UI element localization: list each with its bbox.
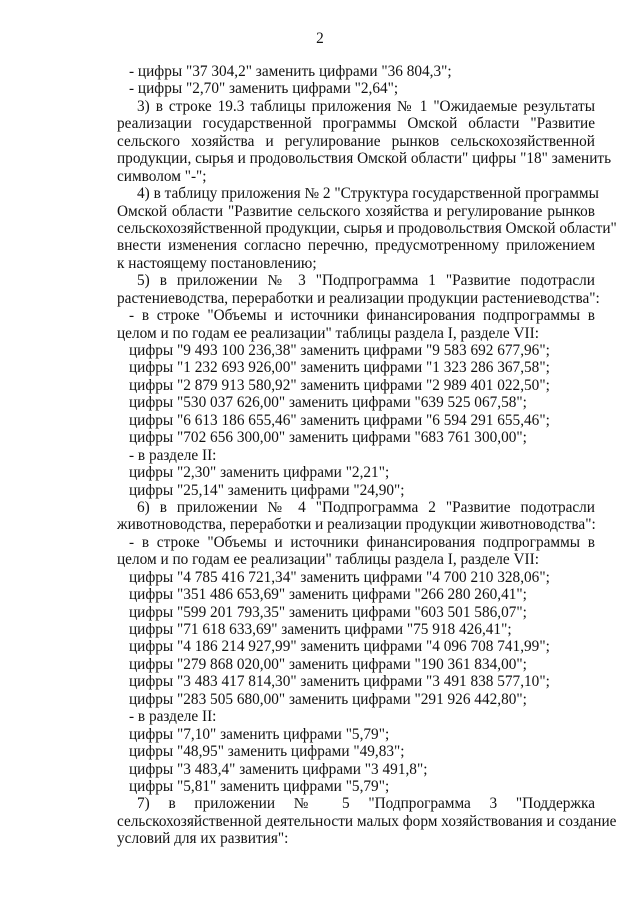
text-line: - в строке "Объемы и источники финансирования подпрограммы в (129, 307, 595, 325)
text-line: цифры "279 868 020,00" заменить цифрами "190 361 834,00"; (129, 655, 527, 673)
text-line: цифры "1 232 693 926,00" заменить цифрами "1 323 286 367,58"; (129, 359, 550, 377)
text-line: целом и по годам ее реализации" таблицы раздела I, разделе VII: (117, 324, 539, 342)
text-line: 3) в строке 19.3 таблицы приложения № 1 "Ожидаемые результаты (137, 97, 595, 115)
text-line: цифры "530 037 626,00" заменить цифрами "639 525 067,58"; (129, 394, 527, 412)
text-line: растениеводства, переработки и реализации продукции растениеводства": (117, 289, 600, 307)
text-line: целом и по годам ее реализации" таблицы раздела I, разделе VII: (117, 551, 539, 569)
text-line: продукции, сырья и продовольствия Омской области" цифры "18" заменить (117, 150, 612, 168)
text-line: сельскохозяйственной деятельности малых форм хозяйствования и создание (117, 812, 617, 830)
text-line: - в строке "Объемы и источники финансирования подпрограммы в (129, 533, 595, 551)
text-line: цифры "71 618 633,69" заменить цифрами "75 918 426,41"; (129, 621, 512, 638)
text-line: цифры "3 483 417 814,30" заменить цифрами "3 491 838 577,10"; (129, 673, 550, 691)
text-line: сельского хозяйства и регулирование рынков сельскохозяйственной (117, 132, 595, 150)
text-line: символом "-"; (117, 167, 207, 185)
text-line: 6) в приложении № 4 "Подпрограмма 2 "Развитие подотрасли (137, 498, 595, 516)
text-line: - цифры "37 304,2" заменить цифрами "36 804,3"; (129, 63, 452, 80)
text-line: 5) в приложении № 3 "Подпрограмма 1 "Развитие подотрасли (137, 272, 595, 290)
text-line: реализации государственной программы Омской области "Развитие (117, 115, 595, 133)
text-line: условий для их развития": (117, 830, 289, 848)
text-line: сельскохозяйственной продукции, сырья и продовольствия Омской области" (117, 219, 617, 237)
text-line: цифры "25,14" заменить цифрами "24,90"; (129, 481, 405, 499)
text-line: цифры "5,81" заменить цифрами "5,79"; (129, 777, 390, 795)
text-line: 7) в приложении № 5 "Подпрограмма 3 "Поддержка (137, 795, 595, 813)
text-line: цифры "4 785 416 721,34" заменить цифрами "4 700 210 328,06"; (129, 568, 550, 586)
text-line: к настоящему постановлению; (117, 254, 317, 272)
text-line: цифры "4 186 214 927,99" заменить цифрами "4 096 708 741,99"; (129, 638, 550, 656)
text-line: цифры "283 505 680,00" заменить цифрами "291 926 442,80"; (129, 690, 527, 708)
text-line: - в разделе II: (129, 446, 217, 464)
text-line: цифры "2,30" заменить цифрами "2,21"; (129, 464, 390, 482)
text-line: цифры "48,95" заменить цифрами "49,83"; (129, 743, 405, 761)
text-line: внести изменения согласно перечню, предусмотренному приложением (117, 237, 595, 255)
text-line: цифры "6 613 186 655,46" заменить цифрами "6 594 291 655,46"; (129, 411, 550, 429)
text-line: - цифры "2,70" заменить цифрами "2,64"; (129, 80, 399, 98)
text-line: - в разделе II: (129, 708, 217, 726)
document-body (117, 63, 617, 848)
text-line: Омской области "Развитие сельского хозяйства и регулирование рынков (117, 202, 595, 220)
text-line: цифры "351 486 653,69" заменить цифрами "266 280 260,41"; (129, 586, 527, 604)
text-line: цифры "9 493 100 236,38" заменить цифрами "9 583 692 677,96"; (129, 342, 550, 359)
text-line: 4) в таблицу приложения № 2 "Структура государственной программы (137, 185, 599, 203)
text-line: цифры "3 483,4" заменить цифрами "3 491,8"; (129, 760, 428, 778)
text-line: цифры "2 879 913 580,92" заменить цифрами "2 989 401 022,50"; (129, 376, 550, 394)
page-number: 2 (316, 30, 324, 47)
text-line: цифры "7,10" заменить цифрами "5,79"; (129, 725, 390, 743)
text-line: цифры "599 201 793,35" заменить цифрами "603 501 586,07"; (129, 603, 527, 621)
text-line: животноводства, переработки и реализации продукции животноводства": (117, 516, 596, 534)
text-line: цифры "702 656 300,00" заменить цифрами "683 761 300,00"; (129, 429, 527, 447)
